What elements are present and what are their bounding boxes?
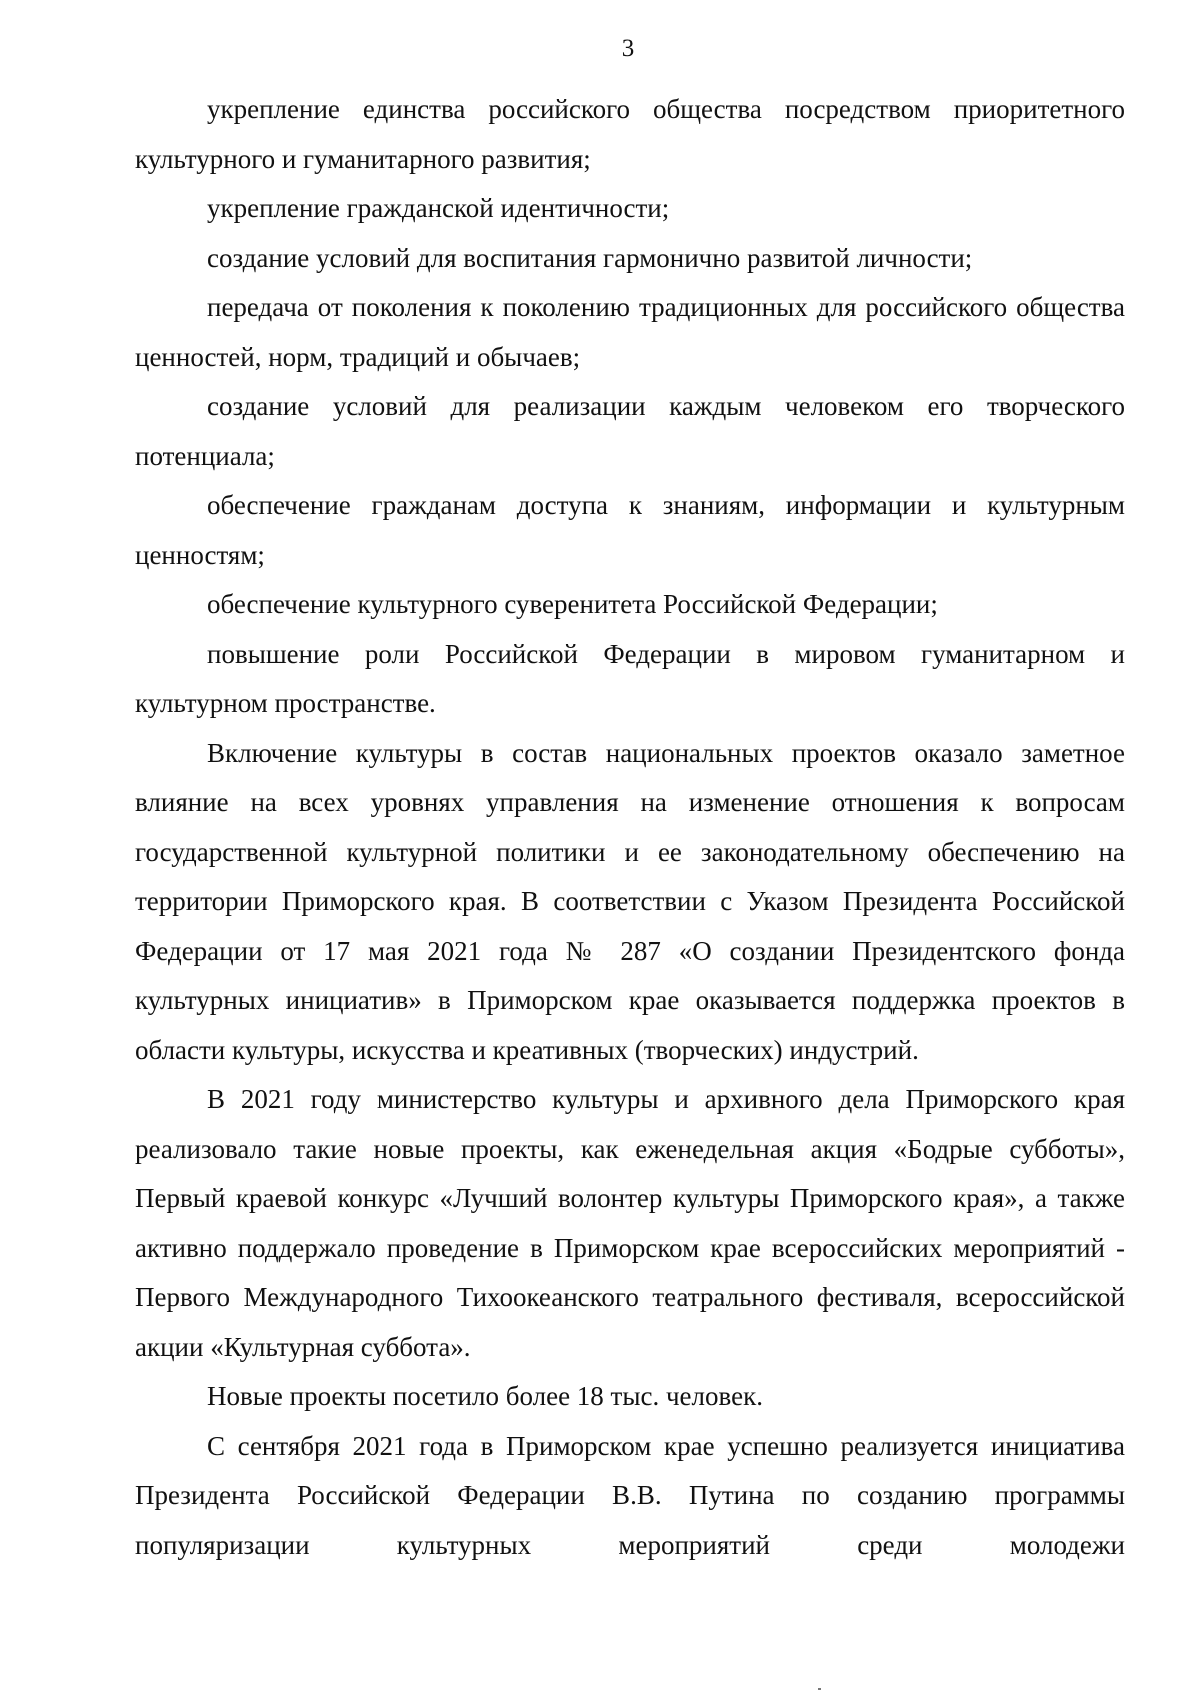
paragraph-new-projects-2021: В 2021 году министерство культуры и архивного дела Приморского края реализовало такие новые проекты, как еженедельная акция «Бодрые субботы», Первый краевой конкурс «Лучший волонтер культуры Приморского края», а также активно поддержало проведение в Приморском крае всероссийских мероприятий - Первого Международного Тихоокеанского театрального фестиваля, всероссийской акции «Культурная суббота». bbox=[135, 1084, 1125, 1362]
list-item-creative-potential: создание условий для реализации каждым человеком его творческого потенциала; bbox=[135, 391, 1125, 471]
paragraph-youth-program: С сентября 2021 года в Приморском крае успешно реализуется инициатива Президента Российской Федерации В.В. Путина по созданию программы популяризации культурных мероприятий среди молодежи bbox=[135, 1430, 1125, 1560]
list-item-unity: укрепление единства российского общества посредством приоритетного культурного и гуманитарного развития; bbox=[135, 94, 1125, 174]
list-item-civic-identity: укрепление гражданской идентичности; bbox=[207, 193, 670, 223]
list-item-traditional-values: передача от поколения к поколению традиционных для российского общества ценностей, норм, традиций и обычаев; bbox=[135, 292, 1125, 372]
list-item-cultural-sovereignty: обеспечение культурного суверенитета Российской Федерации; bbox=[207, 589, 938, 619]
paragraph-visitors: Новые проекты посетило более 18 тыс. человек. bbox=[207, 1381, 763, 1411]
scan-artifact bbox=[818, 1688, 821, 1690]
document-body bbox=[135, 85, 1125, 1570]
list-item-access-to-knowledge: обеспечение гражданам доступа к знаниям, информации и культурным ценностям; bbox=[135, 490, 1125, 570]
page-number: 3 bbox=[621, 35, 635, 62]
paragraph-national-projects: Включение культуры в состав национальных проектов оказало заметное влияние на всех уровнях управления на изменение отношения к вопросам государственной культурной политики и ее законодательному обеспечению на территории Приморского края. В соответствии с Указом Президента Российской Федерации от 17 мая 2021 года № 287 «О создании Президентского фонда культурных инициатив» в Приморском крае оказывается поддержка проектов в области культуры, искусства и креативных (творческих) индустрий. bbox=[135, 737, 1125, 1065]
list-item-world-role: повышение роли Российской Федерации в мировом гуманитарном и культурном пространстве. bbox=[135, 638, 1125, 718]
list-item-harmonious-personality: создание условий для воспитания гармонично развитой личности; bbox=[207, 242, 973, 273]
